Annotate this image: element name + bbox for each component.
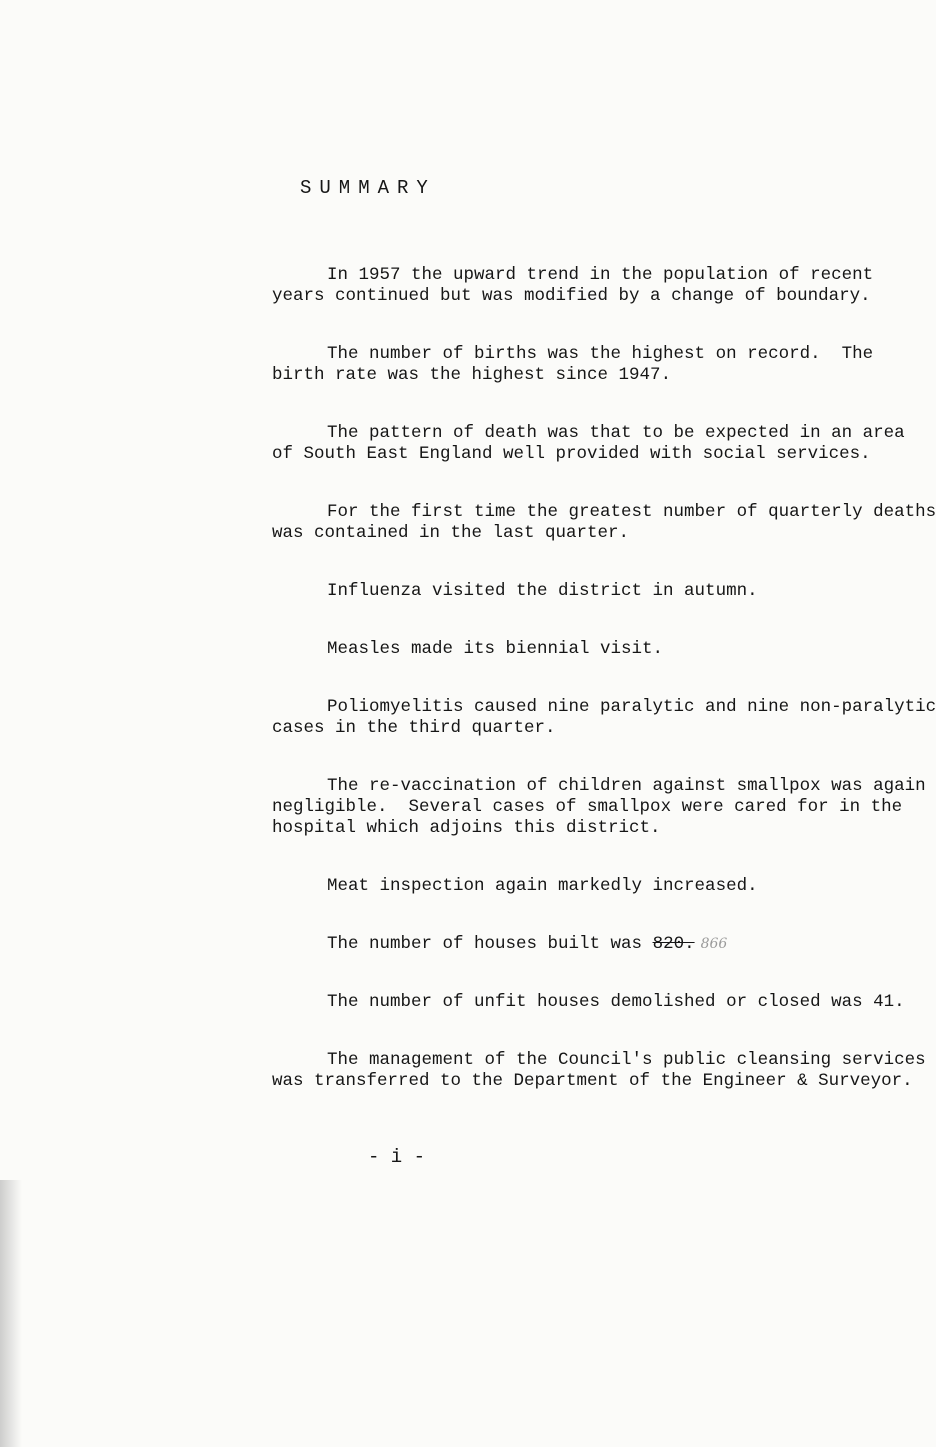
paragraph-12-line-2: was transferred to the Department of the Engineer & Surveyor. bbox=[272, 1071, 913, 1091]
paragraph-4-line-1: For the first time the greatest number of quarterly deaths bbox=[327, 502, 936, 522]
paragraph-11-line-1: The number of unfit houses demolished or closed was 41. bbox=[327, 992, 905, 1012]
paragraph-3-line-2: of South East England well provided with social services. bbox=[272, 444, 871, 464]
struck-out-number: 820. bbox=[652, 934, 695, 954]
paragraph-1-line-2: years continued but was modified by a change of boundary. bbox=[272, 286, 871, 306]
paragraph-12-line-1: The management of the Council's public cleansing services bbox=[327, 1050, 926, 1070]
handwritten-correction: 866 bbox=[700, 936, 728, 952]
page-number: - i - bbox=[368, 1146, 426, 1168]
page-title: SUMMARY bbox=[300, 177, 436, 199]
scan-edge-shadow bbox=[0, 1180, 22, 1447]
paragraph-9-line-1: Meat inspection again markedly increased. bbox=[327, 876, 758, 896]
paragraph-5-line-1: Influenza visited the district in autumn. bbox=[327, 581, 758, 601]
paragraph-7-line-1: Poliomyelitis caused nine paralytic and nine non-paralytic bbox=[327, 697, 936, 717]
paragraph-1-line-1: In 1957 the upward trend in the population of recent bbox=[327, 265, 874, 285]
paragraph-7-line-2: cases in the third quarter. bbox=[272, 718, 556, 738]
paragraph-10-text: The number of houses built was bbox=[327, 934, 653, 954]
paragraph-6-line-1: Measles made its biennial visit. bbox=[327, 639, 664, 659]
paragraph-2-line-2: birth rate was the highest since 1947. bbox=[272, 365, 672, 385]
paragraph-8-line-2: negligible. Several cases of smallpox were cared for in the bbox=[272, 797, 903, 817]
paragraph-4-line-2: was contained in the last quarter. bbox=[272, 523, 630, 543]
paragraph-10-line-1 bbox=[327, 934, 727, 955]
paragraph-8-line-1: The re-vaccination of children against smallpox was again bbox=[327, 776, 926, 796]
paragraph-3-line-1: The pattern of death was that to be expected in an area bbox=[327, 423, 905, 443]
paragraph-8-line-3: hospital which adjoins this district. bbox=[272, 818, 661, 838]
paragraph-2-line-1: The number of births was the highest on record. The bbox=[327, 344, 874, 364]
